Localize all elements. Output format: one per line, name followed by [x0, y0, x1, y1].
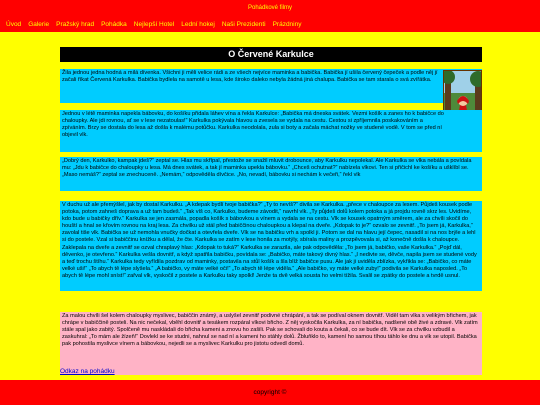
- site-title: Pohádkové filmy: [247, 5, 293, 11]
- story-paragraph: [60, 69, 482, 103]
- site-header: [0, 0, 540, 17]
- paragraph-text: V duchu už ale přemýšlel, jak by dostal Karkulku. „A kdepak bydlí tvoje babička?“ „Ty to nevíš?“ divila se Karkulka. „přece v chaloupce za lesem. Půjdeš kousek podle potoka, potom zahneš doprava a už tam budeš.“ „Tak víš co, Karkulko, budeme závodit,“ navrhl vlk. „Ty půjdeš dolů kolem potoka a já projdu rovně skrz les. Uvidíme, kdo bude u babičky dřív.“ Karkulka se jen zasmála, popadla košík s bábovkou a vínem a vydala se na cestu. Vlk se kousek opatrným směrem, ale za chvíli skočil do houští a hnal se křovím rovnou na kraj lesa. Za chvilku už stál před babiččinou chaloupkou a klepal na dveře. „Kdopak to je?“ ozvalo se zevnitř. „To jsem já, Karkulka,“ zavolal tiše vlk. Babička se už nemohla vnučky dočkat a otevřela dveře. Vlk se na babičku vrh a spolkl ji. Potom se dal na hlavu její čepec, nasadil si na nos brýle a lehl si do postele. Vzal si babiččinu knížku a dělal, že čte. Karkulka se zatím v lese honila za motýly, sbírala maliny a prozpěvovala si, až konečně došla k chaloupce. Zaklepala na dveře a zevnitř se ozval chraplavý hlas: „Kdopak to tuká?“ Karkulka se zarazila, ale pak odpověděla: „To jsem já, babičko, vaše Karkulka.“ „Pojď dál, děvenko, je otevřeno.“ Karkulka vešla dovnitř, a když spatřila babičku, povídala se: „Babičko, máte takový divný hlas.“ „I nedivte se, děvče, napila jsem se studené vody a teď trochu štíhu.“ Karkulka tedy vyřídila pozdrav od maminky, postavila na stůl košík a šla blíž babičce pusu. Ale jak ji uviděla zblízka, vykřikla se: „Babičko, co máte velké uši!“ „To abych tě lépe slyšela.“ „A babičko, vy máte velké oči!“ „To abych tě lépe viděla.“ „Ale babičko, vy máte velké zuby!“ podivila se Karkulka naposled. „To abych tě lépe mohl sníst!“ zařval vlk, vyskočil z postele a Karkulku taky spolkl! Jenže ta dvě velká sousta ho velmi tížila. Svalil se zpátky do postele a tvrdě usnul.: [62, 202, 477, 279]
- nav-item-uvod[interactable]: Úvod: [6, 21, 22, 28]
- site-footer: [0, 380, 540, 405]
- story-paragraph: [60, 110, 482, 152]
- nav-item-galerie[interactable]: Galerie: [28, 21, 50, 28]
- paragraph-text: Jednou v létě maminka napekla bábovku, do košíku přidala láhev vína a řekla Karkulce: „Babička má dneska svátek. Vezmi košík a zanes ho k babičce do chaloupky. Ale jdi rovnou, ať se v lese nezatoulas!“ Karkulka pokývala hlavou a zvesela se vydala na cestu. Cestou si zpříjemnila poskakováním a zpíváním. Brzy se dostala do lesa až došla k malému potůčku. Karkulka neodolala, zula si boty a začala máchat nožky ve studené vodě. V tom se před ní objevil vlk.: [62, 111, 444, 139]
- main-nav: [0, 17, 540, 32]
- fairy-tale-link[interactable]: Odkaz na pohádku: [60, 368, 115, 375]
- paragraph-text: Za malou chvíli šel kolem chaloupky myslivec, babiččin známý, a uslyšel zevnitř podivné chrápání, a tak se podíval oknem dovnitř. Viděl tam vlka s velikým břichem, jak chrápe v babiččině posteli. Na nic nečekal, vběhl dovnitř a tesákem rozpáral vlkovi břicho. Z něj vyskočila Karkulka, za ní babička, nadšené obě živé a zdravé. Vlk zatím stále spal jako zabitý. Spolčeně mu naskládali do břicha kameni a znovu ho zašili. Pak se schovali do kouta a čekali, co se bude dít. Vlk se za chvilku vzbudil a zaskuhral: „To mám ale žízeň!“ Dovlekl se ke studni, nahnul se nad ní a kameni ho stáhly dolů. Žbluňklo to, kamení ho samou tíhou táhlo ke dnu a vlk se utopil. Babička pak pohostila myslivce vínem a bábovkou, nejedli se a myslivec Karkulku pro jistotu odvedl domů.: [62, 313, 478, 348]
- paragraph-text: Žila jednou jedna hodná a milá dívenka. Všichni ji měli velice rádi a ze všech nejvíce maminka a babička. Babička jí ušila červený čepeček a podle něj jí začali říkat Červená Karkulka. Babička bydlela na samotě u lesa, kde široko daleko nebyla žádná jiná chalupa. Babička se tam starala o svá zvířátka.: [62, 70, 438, 84]
- copyright-text: copyright ©: [253, 389, 287, 396]
- nav-item-ledni-hokej[interactable]: Lední hokej: [181, 21, 215, 28]
- nav-item-prazsky-hrad[interactable]: Pražský hrad: [56, 21, 95, 28]
- paragraph-text: „Dobrý den, Karkulko, kampak jdeš?“ zeptal se. Hlas mu skřípal, přestože se snažil mluvit drobounce, aby Karkulku nepolekal. Ale Karkulka se vlka nebála a povídala mu: „Jdu k babičce do chaloupky u lesa. Má dnes svátek, a tak jí maminka upekla bábovku.“ „Chceš ochutnat?“ nabízela vlkovi. Ten si přičichl ke košíku a ušklíbl se. „Maso nemáš?“ zeptal se znechuceně. „Nemám,“ odpověděla dívčice. „No, nevadí, bábovku si nechám k večeři,“ řekl vlk: [62, 158, 472, 179]
- nav-item-nasi-prezidenti[interactable]: Naši Prezidenti: [221, 21, 266, 28]
- nav-item-pohadka[interactable]: Pohádka: [101, 21, 127, 28]
- nav-item-prazdniny[interactable]: Prázdniny: [272, 21, 302, 28]
- story-paragraph: [60, 157, 482, 191]
- story-paragraph: [60, 201, 482, 291]
- nav-item-nejlepsi-hotel[interactable]: Nejlepší Hotel: [133, 21, 175, 28]
- page-title: O Červené Karkulce: [60, 47, 482, 62]
- story-paragraph-final: [60, 312, 482, 375]
